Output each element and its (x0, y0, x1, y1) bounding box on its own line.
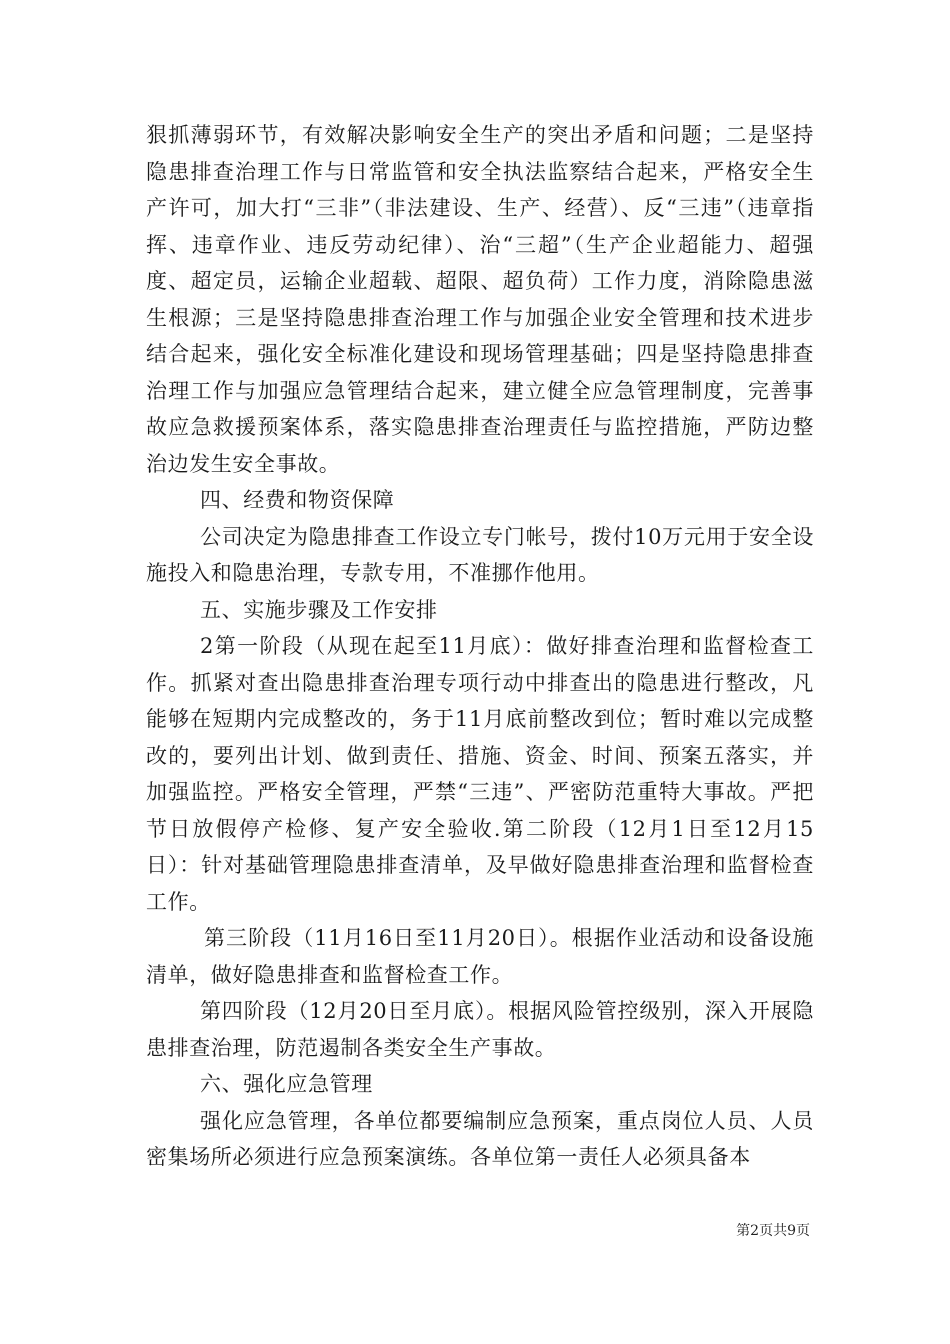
paragraph-safety-measures: 狠抓薄弱环节，有效解决影响安全生产的突出矛盾和问题；二是坚持隐患排查治理工作与日常监管和安全执法监察结合起来，严格安全生产许可，加大打“三非”（非法建设、生产、经营）、反“三违”（违章指挥、违章作业、违反劳动纪律）、治“三超”（生产企业超能力、超强度、超定员，运输企业超载、超限、超负荷）工作力度，消除隐患滋生根源；三是坚持隐患排查治理工作与加强企业安全管理和技术进步结合起来，强化安全标准化建设和现场管理基础；四是坚持隐患排查治理工作与加强应急管理结合起来，建立健全应急管理制度，完善事故应急救援预案体系，落实隐患排查治理责任与监控措施，严防边整治边发生安全事故。 (146, 123, 814, 476)
paragraph-phase-one-two: 2第一阶段（从现在起至11月底）：做好排查治理和监督检查工作。抓紧对查出隐患排查治理专项行动中排查出的隐患进行整改，凡能够在短期内完成整改的，务于11月底前整改到位；暂时难以完成整改的，要列出计划、做到责任、措施、资金、时间、预案五落实，并加强监控。严格安全管理，严禁“三违”、严密防范重特大事故。严把节日放假停产检修、复产安全验收.第二阶段（12月1日至12月15日）：针对基础管理隐患排查清单，及早做好隐患排查治理和监督检查工作。 (146, 634, 814, 914)
section-heading-funding: 四、经费和物资保障 (200, 488, 395, 512)
paragraph-emergency: 强化应急管理，各单位都要编制应急预案，重点岗位人员、人员密集场所必须进行应急预案演练。各单位第一责任人必须具备本 (146, 1108, 814, 1169)
paragraph-phase-three: 第三阶段（11月16日至11月20日）。根据作业活动和设备设施清单，做好隐患排查和监督检查工作。 (146, 926, 814, 987)
page-number-footer: 第2页共9页 (736, 1223, 810, 1239)
paragraph-funding: 公司决定为隐患排查工作设立专门帐号，拨付10万元用于安全设施投入和隐患治理，专款专用，不准挪作他用。 (146, 524, 814, 585)
section-heading-emergency: 六、强化应急管理 (200, 1072, 373, 1096)
document-body (146, 117, 814, 1176)
paragraph-phase-four: 第四阶段（12月20日至月底）。根据风险管控级别，深入开展隐患排查治理，防范遏制各类安全生产事故。 (146, 999, 814, 1060)
section-heading-steps: 五、实施步骤及工作安排 (200, 597, 438, 622)
